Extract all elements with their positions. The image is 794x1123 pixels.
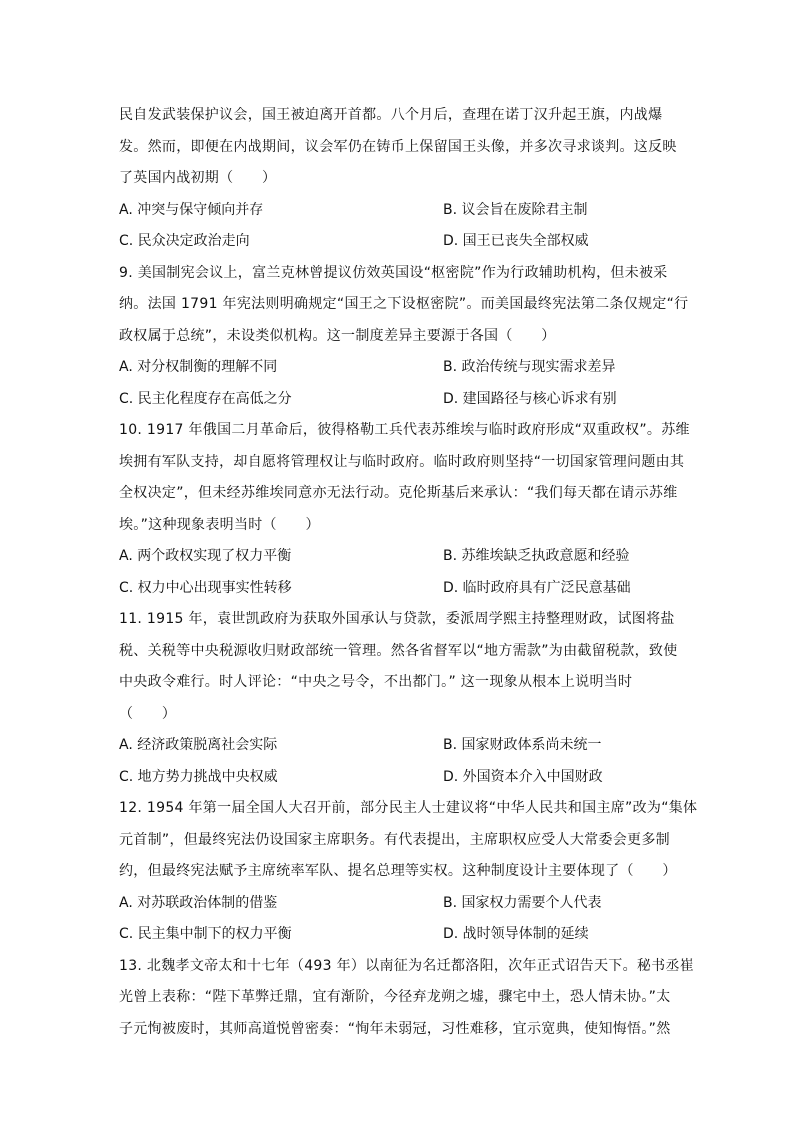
option-d: D. 临时政府具有广泛民意基础 [443,579,631,596]
option-a: A. 对苏联政治体制的借鉴 [119,894,278,911]
question-text-line: 埃。”这种现象表明当时（ ） [119,516,320,533]
option-c: C. 地方势力挑战中央权威 [119,768,278,785]
options-row [119,195,679,227]
options-row [119,226,679,258]
option-a: A. 冲突与保守倾向并存 [119,201,264,218]
option-a: A. 两个政权实现了权力平衡 [119,548,292,564]
options-row [119,762,679,794]
option-d: D. 建国路径与核心诉求有别 [443,390,617,407]
question-text-line: 元首制”，但最终宪法仍设国家主席职务。有代表提出，主席职权应受人大常委会更多制 [119,831,670,848]
options-row [119,573,679,605]
question-text-line: 埃拥有军队支持，却自愿将管理权让与临时政府。临时政府则坚持“一切国家管理问题由其 [119,453,685,470]
options-row [119,730,679,762]
option-c: C. 民众决定政治走向 [119,233,250,249]
options-row [119,541,679,573]
question-text-line: 税、关税等中央税源收归财政部统一管理。然各省督军以“地方需款”为由截留税款，致使 [119,642,678,659]
question-text-line: 纳。法国 1791 年宪法则明确规定“国王之下设枢密院”。而美国最终宪法第二条仅规定“行 [119,296,689,312]
question-text-line: 光曾上表称：“陛下革弊迁鼎，宜有渐阶，今径弃龙朔之墟，骤宅中土，恐人情未协。”太 [119,989,671,1005]
question-text-line: 子元恂被废时，其师高道悦曾密奏：“恂年未弱冠，习性难移，宜示宽典，使知悔悟。”然 [119,1020,671,1037]
question-text-line: 13. 北魏孝文帝太和十七年（493 年）以南征为名迁都洛阳，次年正式诏告天下。秘书丞崔 [119,957,695,974]
question-text-line: 发。然而，即便在内战期间，议会军仍在铸币上保留国王头像，并多次寻求谈判。这反映 [119,138,677,155]
question-text-line: 10. 1917 年俄国二月革命后，彼得格勒工兵代表苏维埃与临时政府形成“双重政权”。苏维 [119,422,690,438]
question-9 [119,258,689,416]
option-a: A. 对分权制衡的理解不同 [119,359,278,375]
question-10 [119,415,690,604]
option-d: D. 国王已丧失全部权威 [443,233,589,249]
options-row [119,384,679,416]
question-12 [119,793,698,951]
question-text-line: 9. 美国制宪会议上，富兰克林曾提议仿效英国设“枢密院”作为行政辅助机构，但未被采 [119,264,668,281]
option-b: B. 议会旨在废除君主制 [443,201,588,218]
option-b: B. 国家权力需要个人代表 [443,894,602,911]
options-row [119,919,679,951]
option-d: D. 外国资本介入中国财政 [443,768,603,785]
options-row [119,888,679,920]
question-text-line: 了英国内战初期（ ） [119,170,277,186]
exam-content [119,100,698,1045]
question-13 [119,951,695,1046]
option-d: D. 战时领导体制的延续 [443,926,589,942]
option-b: B. 苏维埃缺乏执政意愿和经验 [443,548,630,564]
option-b: B. 政治传统与现实需求差异 [443,359,616,375]
option-b: B. 国家财政体系尚未统一 [443,737,602,753]
question-text-line: 12. 1954 年第一届全国人大召开前，部分民主人士建议将“中华人民共和国主席”改为“集体 [119,800,698,816]
question-text-line: 中央政令难行。时人评论：“中央之号令，不出都门。” 这一现象从根本上说明当时 [119,674,633,690]
option-c: C. 权力中心出现事实性转移 [119,579,292,596]
option-a: A. 经济政策脱离社会实际 [119,737,278,753]
question-text-line: 全权决定”，但未经苏维埃同意亦无法行动。克伦斯基后来承认：“我们每天都在请示苏维 [119,485,678,501]
question-text-line: （ ） [119,705,177,722]
options-row [119,352,679,384]
question-8 [119,100,679,258]
option-c: C. 民主集中制下的权力平衡 [119,926,292,942]
question-text-line: 政权属于总统”，未设类似机构。这一制度差异主要源于各国（ ） [119,327,556,344]
question-text-line: 约，但最终宪法赋予主席统率军队、提名总理等实权。这种制度设计主要体现了（ ） [119,863,677,879]
question-11 [119,604,679,793]
option-c: C. 民主化程度存在高低之分 [119,390,292,407]
question-text-line: 民自发武装保护议会，国王被迫离开首都。八个月后，查理在诺丁汉升起王旗，内战爆 [119,107,663,123]
question-text-line: 11. 1915 年，袁世凯政府为获取外国承认与贷款，委派周学熙主持整理财政，试图将盐 [119,611,675,627]
